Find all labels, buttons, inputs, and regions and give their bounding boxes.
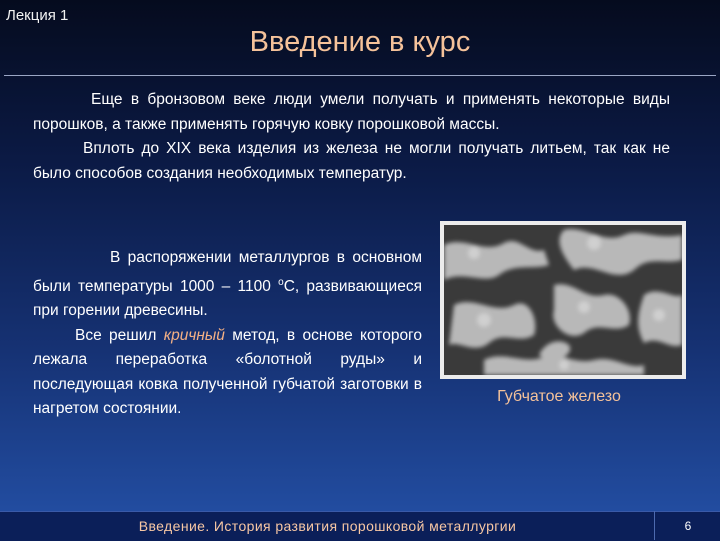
paragraph-xix-century: Вплоть до XIX века изделия из железа не могли получать литьем, так как не было способов создания необходимых температур.: [33, 140, 670, 182]
paragraph-method-a: Все решил: [75, 326, 164, 344]
slide-title: Введение в курс: [249, 26, 471, 58]
page-number: 6: [654, 511, 720, 540]
intro-paragraphs: [33, 88, 670, 186]
paragraph-temperatures-b: С, развивающиеся при горении древесины.: [33, 277, 422, 320]
paragraph-method-b: метод, в основе которого лежала переработка «болотной руды» и последующая ковка полученной губчатой заготовки в нагретом состоянии.: [33, 326, 422, 418]
title-divider: [4, 75, 716, 76]
highlight-term: кричный: [163, 326, 225, 344]
paragraph-bronze-age: Еще в бронзовом веке люди умели получать и применять некоторые виды порошков, а также применять горячую ковку порошковой массы.: [33, 91, 670, 133]
method-paragraphs: [33, 246, 422, 422]
footer-title: Введение. История развития порошковой металлургии: [138, 518, 517, 534]
sponge-iron-image: [440, 221, 686, 379]
image-caption: Губчатое железо: [497, 388, 621, 405]
degree-sign: о: [278, 276, 284, 288]
lecture-label: Лекция 1: [6, 7, 69, 24]
paragraph-temperatures-a: В распоряжении металлургов в основном были температуры 1000 – 1100: [33, 249, 422, 295]
